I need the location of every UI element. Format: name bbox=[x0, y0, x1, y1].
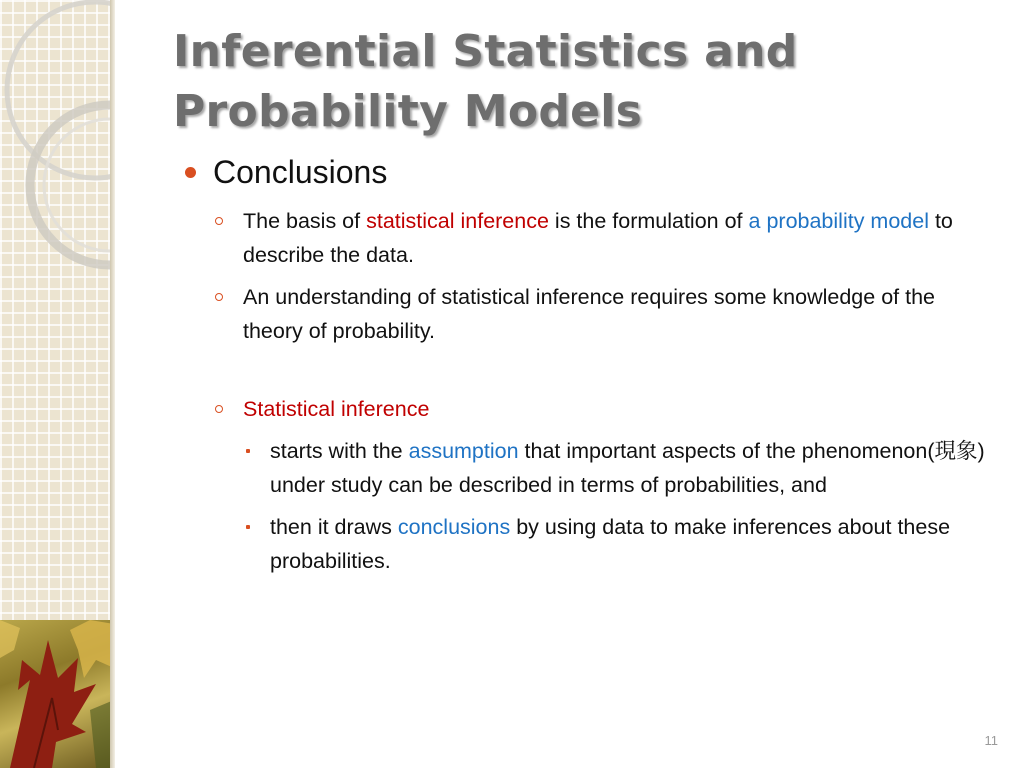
term-statistical-inference: statistical inference bbox=[366, 209, 549, 233]
bullet-square-icon bbox=[246, 449, 250, 453]
slide-content bbox=[185, 150, 985, 578]
bullet-level1-conclusions bbox=[185, 150, 985, 194]
subpoint-text: then it draws bbox=[270, 515, 398, 539]
bullet-level2-statistical-inference bbox=[185, 392, 985, 426]
subpoint-text: by using data to make inferences about these probabilities. bbox=[270, 515, 951, 573]
point-text: An understanding of statistical inference requires some knowledge of the theory of probability. bbox=[243, 285, 935, 343]
autumn-leaves-image bbox=[0, 620, 114, 768]
subpoint-text: starts with the bbox=[270, 439, 409, 463]
bullet-level2-understanding bbox=[185, 280, 985, 348]
bullet-ring-icon bbox=[215, 217, 223, 225]
subpoint-text: that important aspects of the phenomenon(現象) under study can be described in terms of probabilities, and bbox=[270, 439, 985, 497]
point-text: is the formulation of bbox=[548, 209, 749, 233]
decorative-rings bbox=[0, 0, 114, 620]
bullet-level3-conclusions bbox=[185, 510, 985, 578]
bullet-dot-icon bbox=[185, 167, 196, 178]
term-probability-model: a probability model bbox=[748, 209, 929, 233]
point-text: The basis of bbox=[243, 209, 367, 233]
bullet-ring-icon bbox=[215, 293, 223, 301]
page-number: 11 bbox=[984, 733, 998, 748]
bullet-level2-basis bbox=[185, 204, 985, 272]
slide-title: Inferential Statistics and Probability Models bbox=[173, 26, 798, 137]
decorative-side-strip bbox=[0, 0, 114, 768]
bullet-ring-icon bbox=[215, 405, 223, 413]
bullet-heading: Conclusions bbox=[213, 154, 388, 190]
strip-divider bbox=[110, 0, 115, 768]
bullet-square-icon bbox=[246, 525, 250, 529]
term-assumption: assumption bbox=[408, 439, 519, 463]
bullet-level3-assumption bbox=[185, 434, 985, 502]
term-conclusions: conclusions bbox=[397, 515, 511, 539]
point-text: to describe the data. bbox=[243, 209, 953, 267]
point-label: Statistical inference bbox=[243, 397, 430, 421]
